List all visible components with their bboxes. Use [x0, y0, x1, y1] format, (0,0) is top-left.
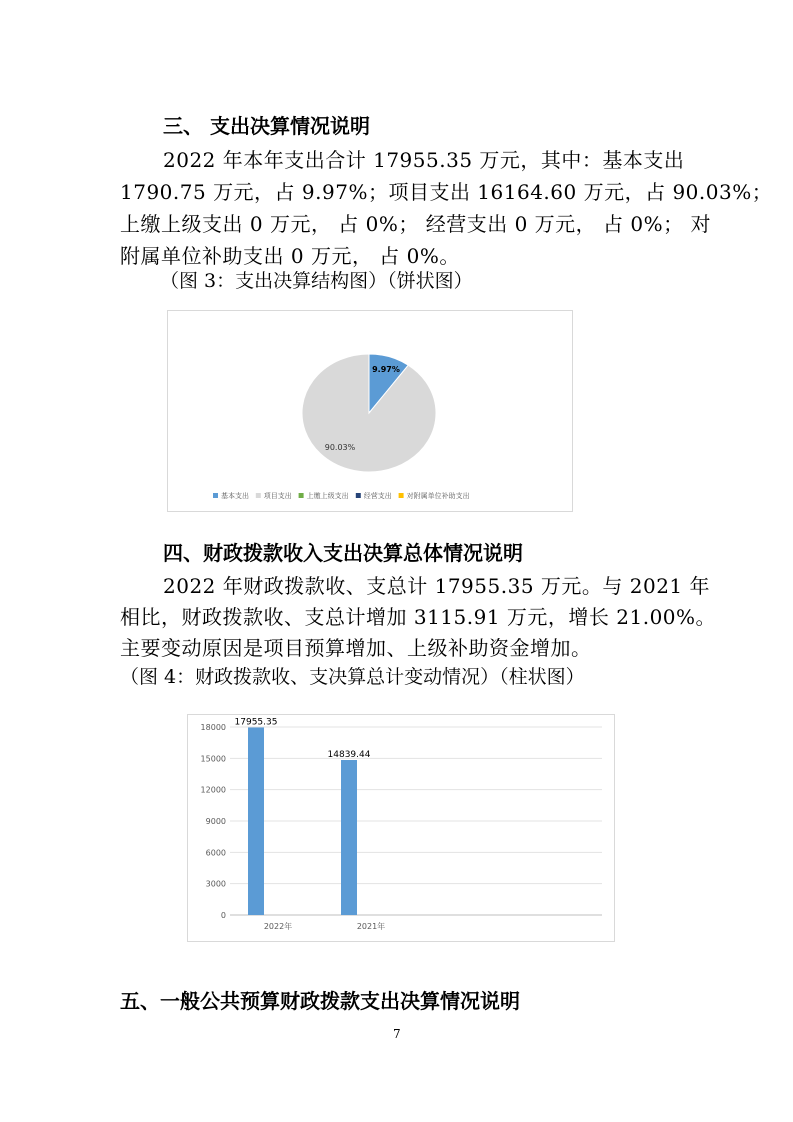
- x-category-label-1: 2021年: [356, 922, 386, 931]
- section5-heading: 五、一般公共预算财政拨款支出决算情况说明: [120, 989, 520, 1013]
- pie-legend-item-4: [399, 491, 470, 500]
- section3-line-3: 上缴上级支出 0 万元， 占 0%； 经营支出 0 万元， 占 0%； 对: [120, 212, 711, 236]
- bar-chart-frame: [187, 714, 615, 942]
- y-tick-label: 15000: [200, 754, 226, 764]
- section3-heading: 三、 支出决算情况说明: [163, 114, 370, 138]
- bar-1: [341, 760, 357, 915]
- svg-text:项目支出: 项目支出: [263, 492, 292, 500]
- figure4-caption: （图 4：财政拨款收、支决算总计变动情况）（柱状图）: [120, 666, 585, 688]
- pie-label-project: 90.03%: [324, 443, 356, 452]
- section3-line-4: 附属单位补助支出 0 万元， 占 0%。: [120, 244, 460, 268]
- y-tick-label: 3000: [205, 879, 226, 889]
- svg-text:上缴上级支出: 上缴上级支出: [306, 492, 349, 500]
- pie-legend-item-2: [299, 491, 349, 500]
- pie-slice-1: [302, 354, 436, 472]
- pie-legend-item-0: [213, 491, 249, 500]
- bar-chart: [188, 715, 614, 941]
- pie-label-basic: 9.97%: [372, 365, 400, 374]
- y-tick-label: 12000: [200, 785, 226, 795]
- bar-value-label-0: 17955.35: [234, 717, 278, 728]
- pie-legend-item-3: [356, 491, 392, 500]
- section4-heading: 四、财政拨款收入支出决算总体情况说明: [163, 541, 523, 565]
- bar-value-label-1: 14839.44: [327, 750, 371, 761]
- svg-text:对附属单位补助支出: 对附属单位补助支出: [406, 492, 470, 500]
- pie-legend-item-1: [256, 491, 292, 500]
- section3-line-2: 1790.75 万元，占 9.97%；项目支出 16164.60 万元，占 90.03%；: [120, 180, 773, 204]
- figure3-caption: （图 3：支出决算结构图）（饼状图）: [160, 270, 473, 292]
- x-category-label-0: 2022年: [263, 922, 293, 931]
- pie-chart: [168, 311, 572, 511]
- bar-0: [248, 727, 264, 915]
- svg-text:经营支出: 经营支出: [363, 492, 392, 500]
- pie-chart-frame: [167, 310, 573, 512]
- y-tick-label: 9000: [205, 817, 226, 826]
- section3-line-1: 2022 年本年支出合计 17955.35 万元，其中：基本支出: [163, 148, 685, 172]
- section4-line-1: 2022 年财政拨款收、支总计 17955.35 万元。与 2021 年: [163, 574, 711, 598]
- section4-line-3: 主要变动原因是项目预算增加、上级补助资金增加。: [120, 636, 592, 660]
- y-tick-label: 0: [220, 911, 226, 920]
- section4-line-2: 相比，财政拨款收、支总计增加 3115.91 万元，增长 21.00%。: [120, 605, 717, 629]
- y-tick-label: 6000: [205, 848, 226, 858]
- y-tick-label: 18000: [200, 723, 226, 732]
- page-number: 7: [393, 1027, 401, 1041]
- svg-text:基本支出: 基本支出: [221, 492, 249, 500]
